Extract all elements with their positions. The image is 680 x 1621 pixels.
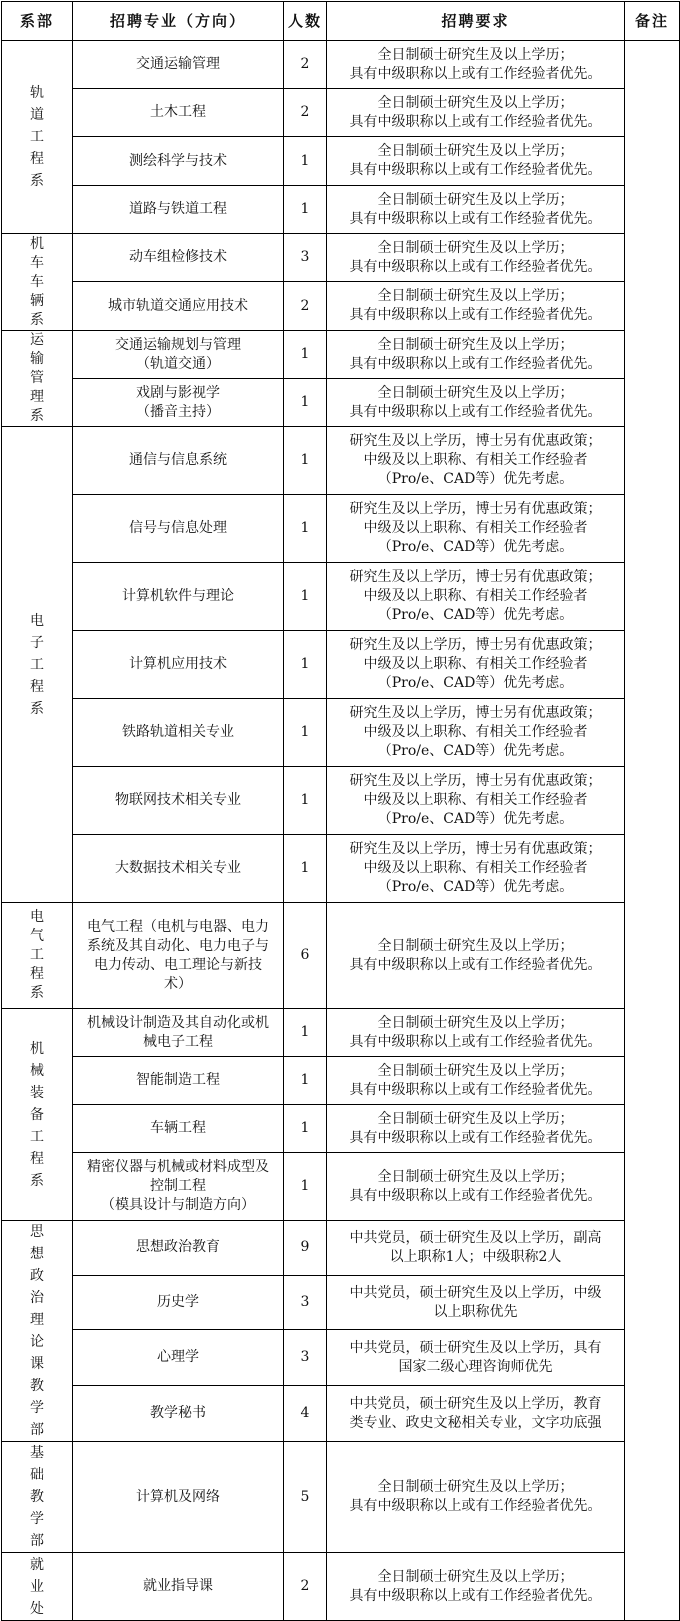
major-cell: 大数据技术相关专业 [73,835,284,903]
dept-cell [2,1009,73,1221]
table-row [2,1275,680,1330]
requirement-cell: 研究生及以上学历，博士另有优惠政策； 中级及以上职称、有相关工作经验者 （Pro/e、CAD等）优先考虑。 [327,495,625,563]
requirement-cell: 全日制硕士研究生及以上学历； 具有中级职称以上或有工作经验者优先。 [327,1553,625,1621]
dept-name: 基础教学部 [29,1445,44,1549]
table-row [2,1221,680,1276]
requirement-cell: 全日制硕士研究生及以上学历； 具有中级职称以上或有工作经验者优先。 [327,186,625,234]
major-cell: 计算机及网络 [73,1442,284,1553]
table-row [2,1105,680,1153]
major-cell: 铁路轨道相关专业 [73,699,284,767]
table-row [2,379,680,427]
major-cell: 车辆工程 [73,1105,284,1153]
major-cell: 计算机软件与理论 [73,563,284,631]
table-row [2,186,680,234]
count-cell: 3 [284,1275,327,1330]
count-cell: 2 [284,89,327,137]
dept-cell [2,234,73,331]
table-row [2,282,680,331]
table-row [2,1009,680,1057]
table-row [2,427,680,495]
table-row [2,563,680,631]
count-cell: 1 [284,835,327,903]
dept-cell [2,427,73,903]
dept-cell [2,903,73,1009]
table-row [2,1330,680,1386]
requirement-cell: 研究生及以上学历，博士另有优惠政策； 中级及以上职称、有相关工作经验者 （Pro/e、CAD等）优先考虑。 [327,563,625,631]
requirement-cell: 研究生及以上学历，博士另有优惠政策； 中级及以上职称、有相关工作经验者 （Pro/e、CAD等）优先考虑。 [327,699,625,767]
dept-name: 就业处 [29,1556,44,1617]
count-cell: 1 [284,495,327,563]
recruitment-table [1,1,680,1621]
table-row [2,1442,680,1553]
count-cell: 1 [284,699,327,767]
major-cell: 思想政治教育 [73,1221,284,1276]
dept-name: 电气工程系 [29,909,44,1001]
requirement-cell: 全日制硕士研究生及以上学历； 具有中级职称以上或有工作经验者优先。 [327,41,625,89]
table-row [2,699,680,767]
table-row [2,89,680,137]
requirement-cell: 中共党员，硕士研究生及以上学历，教育 类专业、政史文秘相关专业，文字功底强 [327,1386,625,1442]
table-row [2,767,680,835]
requirement-cell: 全日制硕士研究生及以上学历； 具有中级职称以上或有工作经验者优先。 [327,1009,625,1057]
requirement-cell: 研究生及以上学历，博士另有优惠政策； 中级及以上职称、有相关工作经验者 （Pro/e、CAD等）优先考虑。 [327,631,625,699]
count-cell: 6 [284,903,327,1009]
count-cell: 9 [284,1221,327,1276]
header-dept: 系部 [2,2,73,41]
dept-name: 轨道工程系 [29,85,44,189]
requirement-cell: 全日制硕士研究生及以上学历； 具有中级职称以上或有工作经验者优先。 [327,1105,625,1153]
table-row [2,903,680,1009]
header-note: 备注 [625,2,680,41]
requirement-cell: 全日制硕士研究生及以上学历； 具有中级职称以上或有工作经验者优先。 [327,1153,625,1221]
count-cell: 3 [284,1330,327,1386]
count-cell: 3 [284,234,327,282]
major-cell: 精密仪器与机械或材料成型及 控制工程 （模具设计与制造方向） [73,1153,284,1221]
major-cell: 历史学 [73,1275,284,1330]
count-cell: 1 [284,137,327,186]
major-cell: 物联网技术相关专业 [73,767,284,835]
major-cell: 计算机应用技术 [73,631,284,699]
requirement-cell: 全日制硕士研究生及以上学历； 具有中级职称以上或有工作经验者优先。 [327,137,625,186]
header-requirement: 招聘要求 [327,2,625,41]
count-cell: 1 [284,427,327,495]
major-cell: 通信与信息系统 [73,427,284,495]
major-cell: 信号与信息处理 [73,495,284,563]
dept-name: 机车车辆系 [29,235,44,328]
dept-name: 电子工程系 [29,612,44,717]
count-cell: 1 [284,767,327,835]
dept-name: 运输管理系 [29,332,44,424]
count-cell: 5 [284,1442,327,1553]
requirement-cell: 全日制硕士研究生及以上学历； 具有中级职称以上或有工作经验者优先。 [327,903,625,1009]
count-cell: 1 [284,1057,327,1105]
major-cell: 电气工程（电机与电器、电力 系统及其自动化、电力电子与 电力传动、电工理论与新技 术） [73,903,284,1009]
requirement-cell: 全日制硕士研究生及以上学历； 具有中级职称以上或有工作经验者优先。 [327,1057,625,1105]
major-cell: 城市轨道交通应用技术 [73,282,284,331]
table-row [2,234,680,282]
table-row [2,1153,680,1221]
dept-cell [2,331,73,427]
dept-cell [2,1442,73,1553]
major-cell: 道路与铁道工程 [73,186,284,234]
table-row [2,331,680,379]
dept-name: 机械装备工程系 [29,1040,44,1189]
major-cell: 就业指导课 [73,1553,284,1621]
table-row [2,137,680,186]
requirement-cell: 全日制硕士研究生及以上学历； 具有中级职称以上或有工作经验者优先。 [327,1442,625,1553]
major-cell: 交通运输管理 [73,41,284,89]
requirement-cell: 全日制硕士研究生及以上学历； 具有中级职称以上或有工作经验者优先。 [327,234,625,282]
requirement-cell: 中共党员，硕士研究生及以上学历，具有 国家二级心理咨询师优先 [327,1330,625,1386]
table-row [2,631,680,699]
header-row [2,2,680,41]
count-cell: 1 [284,379,327,427]
dept-cell [2,1553,73,1621]
major-cell: 土木工程 [73,89,284,137]
dept-cell [2,41,73,234]
major-cell: 测绘科学与技术 [73,137,284,186]
count-cell: 2 [284,1553,327,1621]
dept-cell [2,1221,73,1442]
count-cell: 1 [284,1105,327,1153]
table-row [2,1057,680,1105]
count-cell: 1 [284,331,327,379]
dept-name: 思想政治理论课教学部 [29,1224,44,1438]
major-cell: 交通运输规划与管理 （轨道交通） [73,331,284,379]
count-cell: 2 [284,282,327,331]
header-major: 招聘专业（方向） [73,2,284,41]
header-count: 人数 [284,2,327,41]
major-cell: 心理学 [73,1330,284,1386]
count-cell: 1 [284,186,327,234]
count-cell: 1 [284,563,327,631]
requirement-cell: 中共党员，硕士研究生及以上学历，副高 以上职称1人；中级职称2人 [327,1221,625,1276]
table-row [2,835,680,903]
table-row [2,495,680,563]
requirement-cell: 全日制硕士研究生及以上学历； 具有中级职称以上或有工作经验者优先。 [327,89,625,137]
major-cell: 智能制造工程 [73,1057,284,1105]
requirement-cell: 全日制硕士研究生及以上学历； 具有中级职称以上或有工作经验者优先。 [327,331,625,379]
count-cell: 4 [284,1386,327,1442]
table-row [2,1553,680,1621]
major-cell: 戏剧与影视学 （播音主持） [73,379,284,427]
major-cell: 教学秘书 [73,1386,284,1442]
count-cell: 1 [284,1009,327,1057]
count-cell: 2 [284,41,327,89]
requirement-cell: 全日制硕士研究生及以上学历； 具有中级职称以上或有工作经验者优先。 [327,282,625,331]
requirement-cell: 研究生及以上学历，博士另有优惠政策； 中级及以上职称、有相关工作经验者 （Pro/e、CAD等）优先考虑。 [327,767,625,835]
requirement-cell: 全日制硕士研究生及以上学历； 具有中级职称以上或有工作经验者优先。 [327,379,625,427]
requirement-cell: 中共党员，硕士研究生及以上学历，中级 以上职称优先 [327,1275,625,1330]
count-cell: 1 [284,631,327,699]
count-cell: 1 [284,1153,327,1221]
note-cell [625,41,680,1621]
requirement-cell: 研究生及以上学历，博士另有优惠政策； 中级及以上职称、有相关工作经验者 （Pro/e、CAD等）优先考虑。 [327,835,625,903]
table-row [2,1386,680,1442]
major-cell: 动车组检修技术 [73,234,284,282]
major-cell: 机械设计制造及其自动化或机 械电子工程 [73,1009,284,1057]
requirement-cell: 研究生及以上学历，博士另有优惠政策； 中级及以上职称、有相关工作经验者 （Pro/e、CAD等）优先考虑。 [327,427,625,495]
table-row [2,41,680,89]
